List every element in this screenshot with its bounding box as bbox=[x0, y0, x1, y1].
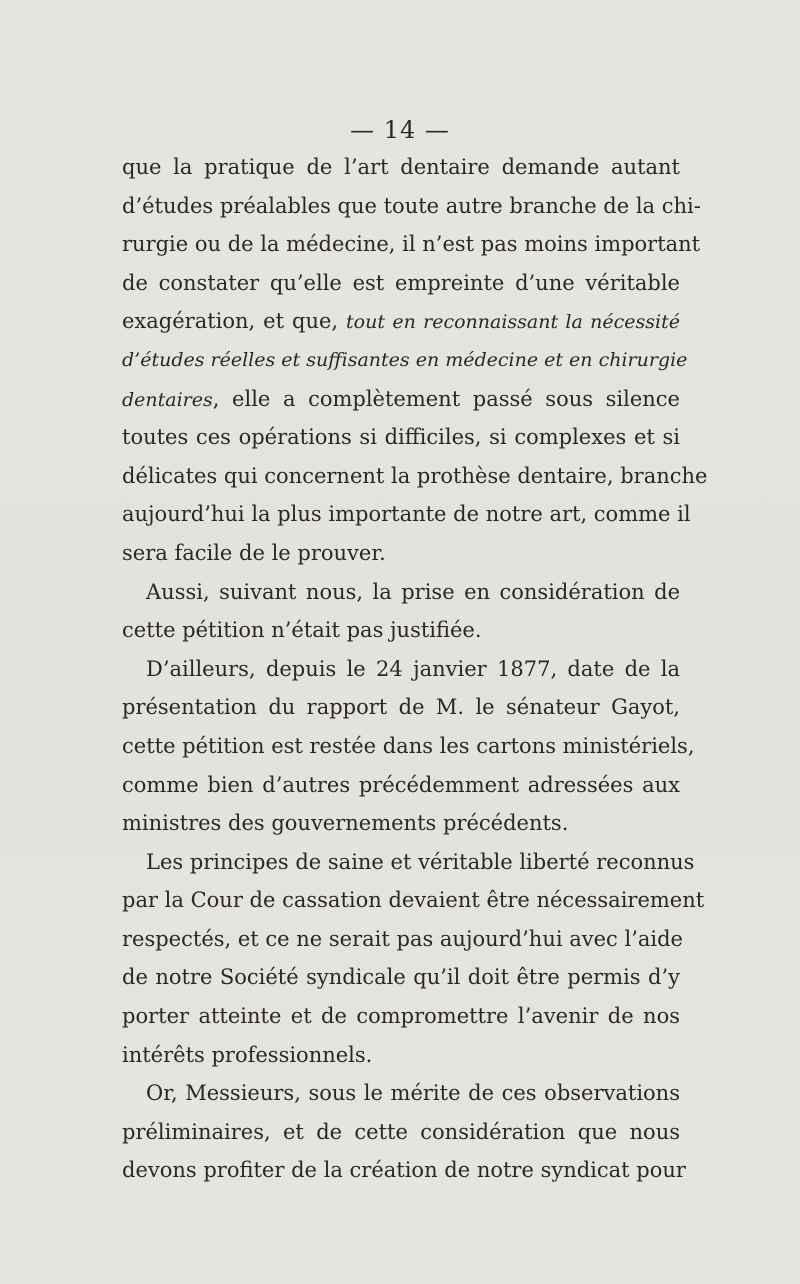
text-segment: exagération, et que, bbox=[122, 309, 347, 334]
body-text bbox=[122, 148, 708, 1190]
text-line: porter atteinte et de compromettre l’avenir de nos bbox=[122, 1004, 680, 1029]
paragraph-4 bbox=[122, 843, 705, 1075]
text-line: de constater qu’elle est empreinte d’une véritable bbox=[122, 270, 680, 295]
text-line: aujourd’hui la plus importante de notre art, comme il bbox=[122, 502, 691, 527]
text-line: Les principes de saine et véritable liberté reconnus bbox=[146, 849, 695, 874]
text-line: rurgie ou de la médecine, il n’est pas moins important bbox=[122, 232, 701, 257]
text-line: que la pratique de l’art dentaire demande autant bbox=[122, 155, 680, 179]
text-line: cette pétition n’était pas justifiée. bbox=[122, 618, 482, 643]
text-line: par la Cour de cassation devaient être nécessairement bbox=[122, 888, 705, 913]
text-line: D’ailleurs, depuis le 24 janvier 1877, date de la bbox=[146, 656, 680, 681]
text-line: préliminaires, et de cette considération que nous bbox=[122, 1119, 680, 1144]
paragraph-5 bbox=[122, 1074, 686, 1190]
text-line: Or, Messieurs, sous le mérite de ces observations bbox=[146, 1081, 680, 1106]
text-line: devons profiter de la création de notre syndicat pour bbox=[122, 1158, 686, 1183]
text-line: d’études préalables que toute autre branche de la chi- bbox=[122, 193, 701, 218]
italic-text: tout en reconnaissant la nécessité bbox=[346, 311, 680, 334]
text-segment: , elle a complètement passé sous silence bbox=[212, 386, 680, 411]
paragraph-2 bbox=[122, 573, 680, 650]
text-line: intérêts professionnels. bbox=[122, 1042, 373, 1067]
text-line: délicates qui concernent la prothèse dentaire, branche bbox=[122, 463, 708, 488]
italic-text: dentaires bbox=[122, 388, 213, 411]
text-line: de notre Société syndicale qu’il doit être permis d’y bbox=[122, 965, 680, 990]
text-line bbox=[122, 302, 680, 341]
text-line: sera facile de le prouver. bbox=[122, 540, 386, 565]
italic-text-line: d’études réelles et suffisantes en médecine et en chirurgie bbox=[122, 348, 688, 371]
text-line: comme bien d’autres précédemment adressées aux bbox=[122, 772, 680, 797]
text-line bbox=[122, 380, 680, 419]
text-line: cette pétition est restée dans les cartons ministériels, bbox=[122, 733, 695, 758]
page-number: — 14 — bbox=[350, 116, 450, 144]
text-line: Aussi, suivant nous, la prise en considération de bbox=[146, 579, 680, 604]
text-line: respectés, et ce ne serait pas aujourd’hui avec l’aide bbox=[122, 926, 683, 951]
text-line: présentation du rapport de M. le sénateur Gayot, bbox=[122, 695, 680, 720]
text-line: toutes ces opérations si difficiles, si complexes et si bbox=[122, 425, 680, 450]
paragraph-1 bbox=[122, 148, 708, 573]
paragraph-3 bbox=[122, 650, 695, 843]
text-line: ministres des gouvernements précédents. bbox=[122, 811, 569, 836]
